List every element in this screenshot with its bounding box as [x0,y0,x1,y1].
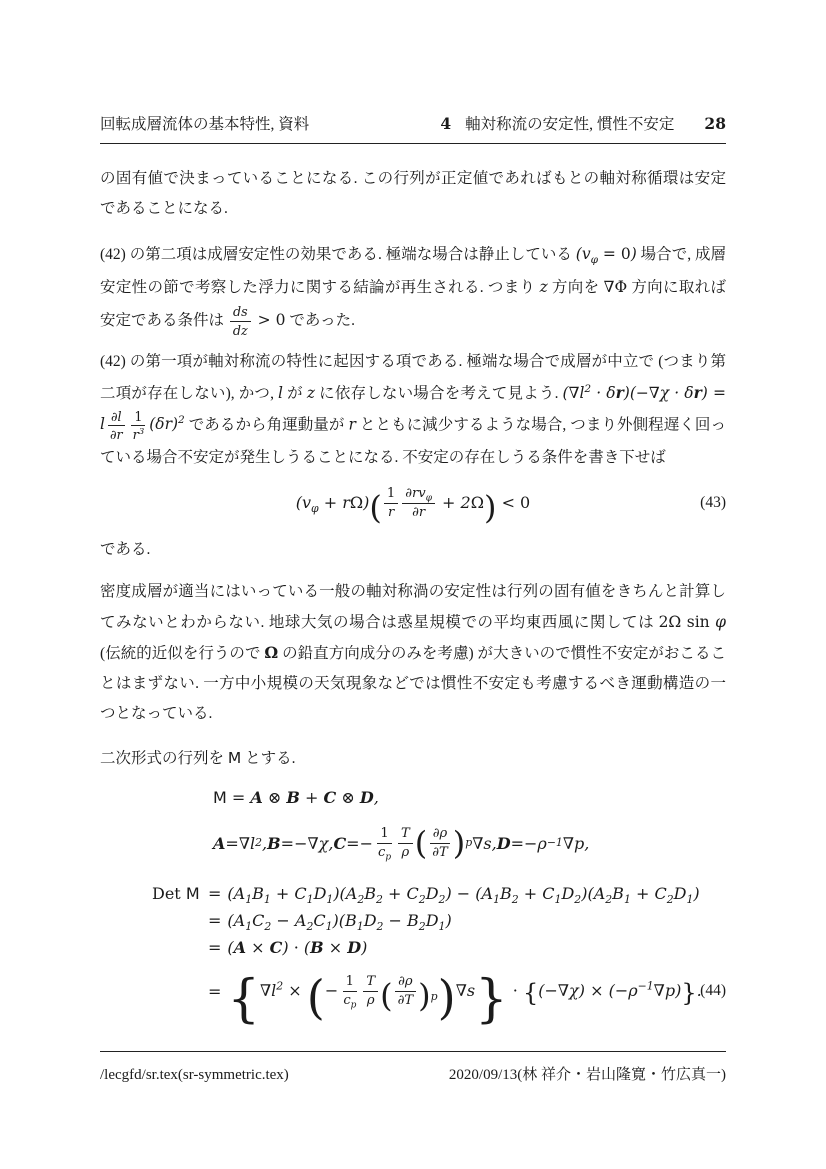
det-eq-sign-1: = [208,884,222,904]
footer-date-authors: 2020/09/13(林 祥介・岩山隆寛・竹広真一) [448,1067,726,1083]
header-left-title: 回転成層流体の基本特性, 資料 [100,116,310,133]
equation-43-tag: (43) [700,494,726,512]
det-eq-sign-3: = [208,938,222,958]
det-rhs-1: $(A_1B_1 + C_1D_1)(A_2B_2 + C_2D_2) - (A_1B_2 + C_1D_2)(A_2B_1 + C_2D_1)$ [227,884,700,907]
equation-43-expression: $(v_\varphi + r\Omega)$( $\frac{1}{r}$ $\frac{\partial rv_\varphi}{\partial r}$ + 2Ω) < 0 [295,485,531,527]
paragraph-6: 二次形式の行列を M とする. [100,749,296,768]
paragraph-4: である. [100,541,151,559]
det-eq-sign-4: = [208,981,222,1001]
det-eq-sign-2: = [208,911,222,931]
det-lhs: Det M [152,884,200,904]
m-definition-line-1: M = A ⊗ B + C ⊗ D, [213,788,379,808]
paragraph-3: (42) の第一項が軸対称流の特性に起因する項である. 極端な場合で成層が中立で (つまり第二項が存在しない), かつ, l が z に依存しない場合を考えて見よう. $(\nabla l^2 \cdot \delta r)(-\nabla\chi \cdot \delta r) = l$ $\frac{\partial l}{\partial r}$ $\frac{1}{r^3}$ $(\delta r)^2$ であるから角運動量が r とともに減少するような場合, つまり外側程遅く回っている場合不安定が発生しうることになる. 不安定の存在しうる条件を書き下せば [100,352,726,467]
equation-44-tag: (44) [700,982,726,1000]
paragraph-2: (42) の第二項は成層安定性の効果である. 極端な場合は静止している $(v_\varphi = 0)$ 場合で, 成層安定性の節で考察した浮力に関する結論が再生される. つまり z 方向を ∇Φ 方向に取れば安定である条件は $\frac{ds}{dz}$ > 0 であった. [100,245,726,338]
det-rhs-4: {$\nabla l^2$ × (− $\frac{1}{c_p}$ $\frac{T}{\rho}$ ( $\frac{\partial\rho}{\partial T}$ )$_p)\nabla s\} \cdot \{(-\nabla\chi) \times (-\rho^{-1}\nabla p)\}$. [227,969,702,1030]
header-right-group [440,112,726,134]
det-rhs-2: $(A_1C_2 - A_2C_1)(B_1D_2 - B_2D_1)$ [227,911,452,934]
det-rhs-3: (A × C) · (B × D) [227,938,368,958]
det-row-2 [152,907,726,934]
header-page-number: 28 [704,114,726,133]
paragraph-5: 密度成層が適当にはいっている一般の軸対称渦の安定性は行列の固有値をきちんと計算してみないとわからない. 地球大気の場合は惑星規模での平均東西風に関しては 2Ω sin φ (伝統的近似を行うので Ω の鉛直方向成分のみを考慮) が大きいので慣性不安定がおこることはまずない. 一方中小規模の天気現象などでは慣性不安定も考慮するべき運動構造の一つとなっている. [100,583,726,723]
page-footer [100,1051,726,1084]
equation-m-definition [213,784,726,870]
paragraph-1: の固有値で決まっていることになる. この行列が正定値であればもとの軸対称循環は安定であることになる. [100,170,726,217]
equation-43 [100,477,726,529]
det-row-4 [152,961,726,1030]
det-row-1 [152,880,726,907]
m-definition-line-2: A = ∇ l 2 , B = − ∇ χ, C = − $\frac{1}{c_p}$ $\frac{T}{\rho}$ ( $\frac{\partial\rho}{\partial T}$ ) p ∇ s, D = −ρ −1 ∇ p, [213,824,590,863]
det-row-3 [152,934,726,961]
equation-44 [152,880,726,1030]
footer-file-path: /lecgfd/sr.tex(sr-symmetric.tex) [100,1067,289,1083]
header-section-number: 4 [440,114,452,133]
page-header [100,112,726,144]
header-section-title: 軸対称流の安定性, 慣性不安定 [465,116,675,133]
